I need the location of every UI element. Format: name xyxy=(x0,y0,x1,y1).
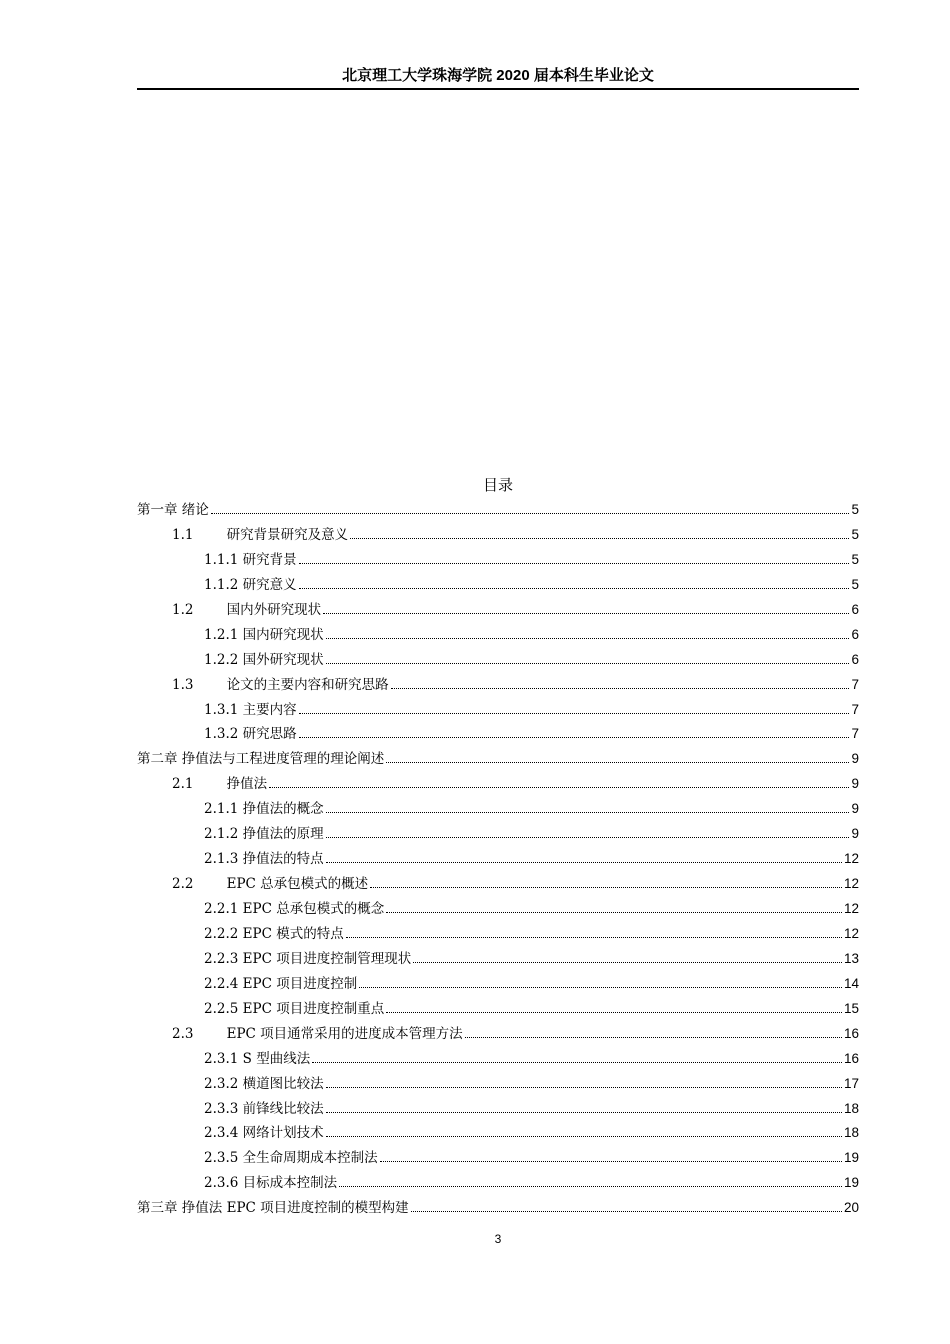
toc-entry-page: 7 xyxy=(851,726,859,742)
toc-entry[interactable] xyxy=(137,525,859,550)
toc-entry-number: 2.2 xyxy=(172,876,194,893)
toc-entry-label: 挣值法与工程进度管理的理论阐述 xyxy=(181,751,385,768)
toc-entry-label: 研究背景研究及意义 xyxy=(226,526,349,543)
toc-entry-page: 18 xyxy=(843,1100,859,1116)
toc-entry-gap xyxy=(218,525,227,545)
toc-entry[interactable] xyxy=(137,700,859,725)
toc-leader-dots xyxy=(326,638,850,639)
toc-entry[interactable] xyxy=(137,1198,859,1223)
toc-entry-number: 1.2.1 xyxy=(204,626,239,643)
toc-leader-dots xyxy=(326,1136,842,1137)
toc-entry[interactable] xyxy=(137,799,859,824)
toc-entry-number: 2.2.1 xyxy=(204,901,239,917)
toc-entry-page: 19 xyxy=(843,1175,859,1191)
toc-entry[interactable] xyxy=(137,675,859,700)
toc-leader-dots xyxy=(326,812,850,813)
toc-entry-page: 14 xyxy=(843,975,859,991)
toc-entry-number: 2.3.3 xyxy=(204,1100,239,1117)
page-number: 3 xyxy=(494,1232,502,1246)
toc-entry-label: EPC 项目通常采用的进度成本管理方法 xyxy=(226,1025,463,1042)
toc-entry-page: 20 xyxy=(843,1200,859,1216)
toc-entry-page: 16 xyxy=(843,1025,859,1041)
toc-entry-page: 19 xyxy=(843,1150,859,1166)
toc-entry-label: 横道图比较法 xyxy=(242,1075,324,1092)
toc-entry-page: 12 xyxy=(843,876,859,892)
toc-entry-label: 论文的主要内容和研究思路 xyxy=(226,676,389,693)
toc-entry-page: 9 xyxy=(851,751,859,767)
toc-entry[interactable] xyxy=(137,625,859,650)
toc-entry-page: 7 xyxy=(851,701,859,717)
toc-entry-page: 9 xyxy=(851,826,859,842)
toc-leader-dots xyxy=(411,1211,842,1212)
toc-entry-page: 5 xyxy=(851,502,859,517)
toc-leader-dots xyxy=(339,1186,842,1187)
toc-leader-dots xyxy=(299,737,850,738)
toc-entry-label: 国外研究现状 xyxy=(242,651,324,668)
toc-entry[interactable] xyxy=(137,924,859,949)
toc-entry-page: 16 xyxy=(843,1050,859,1066)
toc-entry-label: EPC 项目进度控制重点 xyxy=(242,1000,385,1017)
toc-entry-label: EPC 总承包模式的概述 xyxy=(226,876,369,893)
toc-entry-number: 1.3 xyxy=(172,676,194,693)
toc-leader-dots xyxy=(312,1062,842,1063)
toc-entry[interactable] xyxy=(137,1049,859,1074)
toc-leader-dots xyxy=(465,1037,842,1038)
toc-entry-number: 2.3.6 xyxy=(204,1175,239,1192)
toc-leader-dots xyxy=(350,538,849,539)
toc-entry[interactable] xyxy=(137,550,859,575)
toc-entry-number: 第一章 xyxy=(137,502,178,518)
toc-entry[interactable] xyxy=(137,774,859,799)
toc-entry-page: 18 xyxy=(843,1125,859,1141)
toc-entry-number: 2.3.5 xyxy=(204,1150,239,1167)
toc-entry-page: 12 xyxy=(843,925,859,941)
toc-entry-number: 2.1.1 xyxy=(204,801,239,818)
toc-entry-label: 绪论 xyxy=(181,502,209,518)
toc-entry-page: 13 xyxy=(843,950,859,966)
toc-entry-gap xyxy=(218,1024,227,1044)
toc-entry[interactable] xyxy=(137,500,859,525)
toc-leader-dots xyxy=(299,713,850,714)
toc-entry-number: 2.3 xyxy=(172,1025,194,1042)
toc-entry[interactable] xyxy=(137,1123,859,1148)
toc-entry-label: EPC 总承包模式的概念 xyxy=(242,901,385,917)
toc-entry-page: 12 xyxy=(843,851,859,867)
toc-entry-page: 5 xyxy=(851,526,859,542)
toc-entry[interactable] xyxy=(137,600,859,625)
toc-entry[interactable] xyxy=(137,1074,859,1099)
toc-leader-dots xyxy=(359,987,842,988)
toc-entry-gap xyxy=(218,874,227,894)
toc-leader-dots xyxy=(326,862,842,863)
toc-entry-page: 5 xyxy=(851,551,859,567)
toc-title: 目录 xyxy=(482,476,513,494)
toc-entry-number: 1.2 xyxy=(172,601,194,618)
toc-entry-page: 5 xyxy=(851,576,859,592)
toc-entry[interactable] xyxy=(137,749,859,774)
toc-entry-number: 2.1 xyxy=(172,776,194,793)
toc-leader-dots xyxy=(326,1112,842,1113)
toc-leader-dots xyxy=(391,688,850,689)
toc-entry[interactable] xyxy=(137,575,859,600)
toc-entry[interactable] xyxy=(137,1173,859,1198)
toc-leader-dots xyxy=(413,962,842,963)
toc-entry[interactable] xyxy=(137,650,859,675)
table-of-contents xyxy=(137,500,859,1223)
toc-entry-number: 第二章 xyxy=(137,751,178,768)
toc-entry-label: 挣值法 xyxy=(226,776,268,793)
toc-entry-number: 2.2.3 xyxy=(204,950,239,967)
toc-leader-dots xyxy=(380,1161,842,1162)
toc-entry-page: 7 xyxy=(851,676,859,692)
toc-entry-page: 15 xyxy=(843,1000,859,1016)
toc-entry-number: 2.3.2 xyxy=(204,1075,239,1092)
toc-entry[interactable] xyxy=(137,1099,859,1124)
toc-entry-gap xyxy=(218,675,227,695)
header-rule xyxy=(137,88,859,90)
toc-entry-label: 研究思路 xyxy=(242,726,297,743)
toc-entry[interactable] xyxy=(137,849,859,874)
toc-entry-page: 6 xyxy=(851,601,859,617)
toc-entry-number: 2.3.4 xyxy=(204,1125,239,1142)
toc-entry-label: EPC 模式的特点 xyxy=(242,925,344,942)
toc-entry[interactable] xyxy=(137,1024,859,1049)
toc-entry-label: 挣值法的原理 xyxy=(242,826,324,843)
toc-entry-number: 1.1.2 xyxy=(204,576,239,593)
toc-entry-label: 挣值法的概念 xyxy=(242,801,324,818)
toc-entry-number: 2.1.3 xyxy=(204,851,239,868)
toc-entry-label: 国内外研究现状 xyxy=(226,601,322,618)
toc-entry-number: 2.3.1 xyxy=(204,1050,239,1067)
toc-entry-page: 9 xyxy=(851,776,859,792)
toc-entry-number: 2.1.2 xyxy=(204,826,239,843)
toc-entry-label: 研究背景 xyxy=(242,551,297,568)
toc-entry[interactable] xyxy=(137,899,859,924)
toc-leader-dots xyxy=(269,787,849,788)
toc-entry[interactable] xyxy=(137,974,859,999)
toc-leader-dots xyxy=(386,762,849,763)
toc-leader-dots xyxy=(323,613,849,614)
toc-entry-label: 目标成本控制法 xyxy=(242,1175,338,1192)
toc-entry-page: 17 xyxy=(843,1075,859,1091)
toc-entry-label: 挣值法的特点 xyxy=(242,851,324,868)
toc-entry-number: 2.2.5 xyxy=(204,1000,239,1017)
toc-entry-page: 6 xyxy=(851,651,859,667)
toc-entry-label: 国内研究现状 xyxy=(242,626,324,643)
toc-entry-number: 1.3.2 xyxy=(204,726,239,743)
toc-leader-dots xyxy=(211,513,850,514)
toc-entry[interactable] xyxy=(137,874,859,899)
toc-entry-label: 挣值法 EPC 项目进度控制的模型构建 xyxy=(181,1200,409,1217)
toc-entry-gap xyxy=(218,600,227,620)
toc-entry-number: 2.2.2 xyxy=(204,925,239,942)
toc-entry-label: 前锋线比较法 xyxy=(242,1100,324,1117)
toc-entry-page: 12 xyxy=(843,901,859,916)
toc-entry-label: S 型曲线法 xyxy=(242,1050,311,1067)
toc-leader-dots xyxy=(326,837,850,838)
toc-leader-dots xyxy=(326,1087,842,1088)
toc-entry-number: 1.1 xyxy=(172,526,194,543)
toc-leader-dots xyxy=(346,937,842,938)
toc-entry-label: 主要内容 xyxy=(242,701,297,718)
running-header: 北京理工大学珠海学院 2020 届本科生毕业论文 xyxy=(342,67,654,84)
toc-entry-label: 网络计划技术 xyxy=(242,1125,324,1142)
toc-leader-dots xyxy=(299,588,850,589)
toc-leader-dots xyxy=(299,563,850,564)
toc-entry[interactable] xyxy=(137,949,859,974)
toc-leader-dots xyxy=(386,1012,842,1013)
toc-entry[interactable] xyxy=(137,724,859,749)
toc-entry-label: EPC 项目进度控制管理现状 xyxy=(242,950,412,967)
toc-entry-page: 9 xyxy=(851,801,859,817)
toc-entry-number: 1.1.1 xyxy=(204,551,239,568)
toc-entry-number: 1.3.1 xyxy=(204,701,239,718)
toc-leader-dots xyxy=(370,887,842,888)
toc-entry-number: 1.2.2 xyxy=(204,651,239,668)
toc-entry-number: 第三章 xyxy=(137,1200,178,1217)
toc-leader-dots xyxy=(326,663,850,664)
toc-entry-number: 2.2.4 xyxy=(204,975,239,992)
toc-entry[interactable] xyxy=(137,1148,859,1173)
toc-leader-dots xyxy=(386,912,842,913)
toc-entry-gap xyxy=(218,774,227,794)
toc-entry[interactable] xyxy=(137,824,859,849)
toc-entry-page: 6 xyxy=(851,626,859,642)
toc-entry-label: 研究意义 xyxy=(242,576,297,593)
toc-entry-label: 全生命周期成本控制法 xyxy=(242,1150,378,1167)
toc-entry-label: EPC 项目进度控制 xyxy=(242,975,358,992)
toc-entry[interactable] xyxy=(137,999,859,1024)
